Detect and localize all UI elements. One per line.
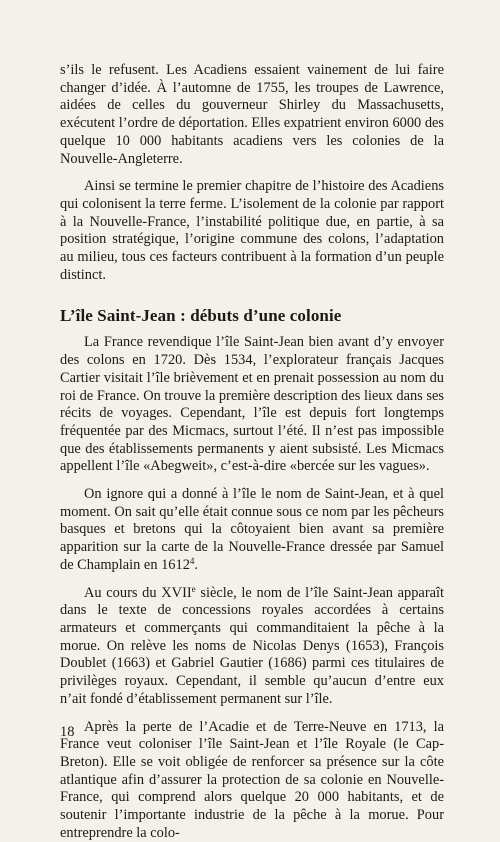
paragraph-royal-concessions-start: Au cours du XVII [84,585,192,601]
body-text [60,62,444,842]
paragraph-chapter-conclusion: Ainsi se termine le premier chapitre de l’histoire des Acadiens qui colonisent la terre ferme. L’isolement de la colonie par rapport à la Nouvelle-France, l’instabilité politique due, en partie, à sa position stratégique, l’origine commune des colons, l’adaptation au milieu, tous ces facteurs contribuent à la formation d’un peuple distinct. [60,178,444,284]
paragraph-deportation: s’ils le refusent. Les Acadiens essaient vainement de lui faire changer d’idée. À l’automne de 1755, les troupes de Lawrence, aidées de celles du gouverneur Shirley du Massachusetts, exécutent l’ordre de déportation. Elles expatrient environ 6000 des quelque 10 000 habitants acadiens vers les colonies de la Nouvelle-Angleterre. [60,62,444,168]
paragraph-island-name [60,486,444,575]
paragraph-island-name-end: . [194,557,198,573]
paragraph-colonization: Après la perte de l’Acadie et de Terre-Neuve en 1713, la France veut coloniser l’île Saint-Jean et l’île Royale (le Cap-Breton). Elle se voit obligée de renforcer sa présence sur la côte atlantique afin d’assurer la protection de sa colonie en Nouvelle-France, qui comprend alors quelque 20 000 habitants, et de soutenir l’importante industrie de la pêche à la morue. Pour entreprendre la colo- [60,719,444,842]
paragraph-france-claims: La France revendique l’île Saint-Jean bien avant d’y envoyer des colons en 1720. Dès 1534, l’explorateur français Jacques Cartier visitait l’île brièvement et en prenait possession au nom du roi de France. On trouve la première description des lieux dans ses récits de voyages. Cependant, l’île est depuis fort longtemps fréquentée par des Micmacs, surtout l’été. Il n’est pas impossible que des établissements permanents y aient subsisté. Les Micmacs appellent l’île «Abegweit», c’est-à-dire «bercée sur les vagues». [60,334,444,476]
paragraph-island-name-text: On ignore qui a donné à l’île le nom de Saint-Jean, et à quel moment. On sait qu’elle était connue sous ce nom par les pêcheurs basques et bretons qui la côtoyaient bien avant sa première apparition sur la carte de la Nouvelle-France dressée par Samuel de Champlain en 1612 [60,486,444,573]
paragraph-royal-concessions-rest: siècle, le nom de l’île Saint-Jean apparaît dans le texte de concessions royales accordées à certains armateurs et commerçants qui commanditaient la pêche à la morue. On relève les noms de Nicolas Denys (1653), François Doublet (1663) et Gabriel Gautier (1686) parmi ces titulaires de privilèges royaux. Cependant, il semble qu’aucun d’entre eux n’ait fondé d’établissement permanent sur l’île. [60,585,444,707]
footnote-reference: 4 [190,556,195,566]
century-superscript: e [192,584,196,594]
section-heading: L’île Saint-Jean : débuts d’une colonie [60,306,444,326]
page-number: 18 [60,724,74,741]
paragraph-royal-concessions [60,585,444,709]
